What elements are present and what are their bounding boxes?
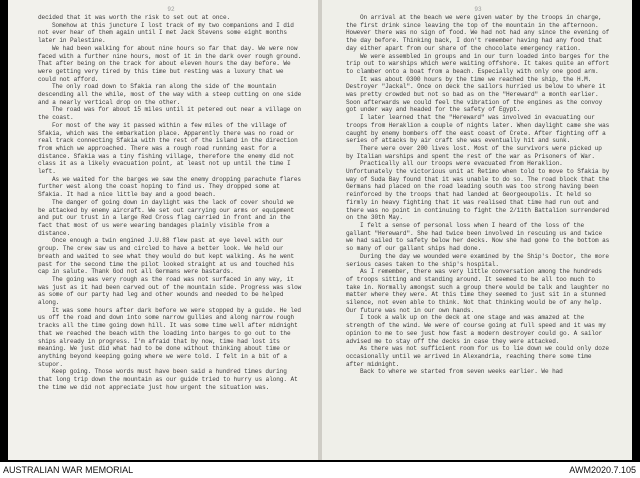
right-page-text: [346, 14, 610, 376]
paragraph: I felt a sense of personal loss when I heard of the loss of the gallant "Hereward". She had twice been involved in rescuing us and twice we had sailed to safety below her decks. Now she had gone to the bottom as so many of our gallant ships had done.: [346, 221, 610, 253]
paragraph: The going was very rough as the road was not surfaced in any way, it was just as it had been carved out of the mountain side. Progress was slow as some of our party had leg and other wounds and needed to be helped along.: [38, 275, 302, 307]
paragraph: As there was not sufficient room for us to lie down we could only doze occasionally until we arrived in Alexandria, reaching there some time after midnight.: [346, 345, 609, 368]
left-page: [8, 0, 318, 460]
paragraph: decided that it was worth the risk to set out at once.: [38, 14, 231, 21]
paragraph: I later learned that the "Hereward" was involved in evacuating our troops from Heraklion a couple of nights later. When daylight came she was caught by enemy bombers off the east coast of Crete. After fighting off a series of attacks by air craft she was eventually hit and sunk.: [346, 114, 610, 145]
archive-reference: AWM2020.7.105: [569, 465, 636, 475]
paragraph: Practically all our troops were evacuated from Heraklion. Unfortunately the victorious unit at Retimo when told to move to Sfakia by way of Suda Bay found that it was unable to do so. The road block that the Germans had placed on the road leading south was too strong having been reinforced by the troops that had landed at Georgeoupolis. It held so firmly in heavy fighting that it was realised that time had run out and there was no point in continuing to fight the 2/11th Battalion surrendered on the 30th May.: [346, 160, 610, 222]
right-page: [322, 0, 632, 460]
paragraph: Once enough a twin engined J.U.88 flew past at eye level with our group. The crew saw us and circled to have a better look. We held our breath and waited to see what they would do but kept walking. As he went past for the second time the pilot looked straight at us and touched his cap in salute. Thank God not all Germans were bastards.: [38, 237, 295, 276]
paragraph: During the day we wounded were examined by the Ship's Doctor, the more serious cases taken to the ship's hospital.: [346, 252, 609, 268]
paragraph: Keep going. Those words must have been said a hundred times during that long trip down the mountain as our guide tried to hurry us along. At the time we did not appreciate just how urgent the situation was.: [38, 368, 298, 391]
archive-name: AUSTRALIAN WAR MEMORIAL: [3, 465, 134, 475]
paragraph: The road was for about 15 miles until it petered out near a village on the coast.: [38, 106, 301, 122]
left-page-text: [38, 14, 304, 391]
paragraph: We were assembled in groups and in our turn loaded into barges for the trip out to warships which were waiting offshore. It takes quite an effort to clamber onto a boat from a beach. Especially with only one good arm.: [346, 52, 610, 75]
paragraph: Back to where we started from seven weeks earlier. We had: [360, 368, 563, 376]
paragraph: It was about 0300 hours by the time we reached the ship, the H.M. Destroyer "Jackal". Once on deck the sailors hurried us below to where it was pretty crowded but not so bad as on the "Hereward" a month earlier. Soon afterwards we could feel the vibration of the engines as the convoy got under way and headed for the safety of Egypt.: [346, 75, 606, 114]
archive-footer: [0, 462, 640, 478]
paragraph: Somehow at this juncture I lost track of my two companions and I did not ever hear of them again until I met Jack Stevens some eight months later in Palestine.: [38, 21, 294, 45]
paragraph: I took a walk up on the deck at one stage and was amazed at the strength of the wind. We were of course going at full speed and it was my opinion to me to see just how fast a modern destroyer could go. A sailor advised me to stay off the decks in case they were attacked.: [346, 314, 606, 345]
paragraph: It was some hours after dark before we were stopped by a guide. He led us off the road and down into some narrow gullies and along narrow rough tracks all the time going down hill. It was some time well after midnight that we reached the beach with the loading into barges to go out to the ships already in progress. I'm afraid that by now, time had lost its meaning. We just did what had to be done without thinking about time or anything beyond keeping going where we were told. I felt in a bit of a stupor.: [38, 306, 301, 368]
paragraph: As I remember, there was very little conversation among the hundreds of troops sitting and standing around. It seemed to be all too much to take in. Normally amongst such a group there would be talk and laughter no matter where they were. At this time they seemed to just sit in a stunned silence, not even able to think. Not that thinking would be of any help. Our future was not in our own hands.: [346, 268, 610, 314]
page-number: 92: [167, 6, 175, 13]
paragraph: As we waited for the barges we saw the enemy dropping parachute flares further west along the coast hoping to find us. They dropped some at Sfakia. It had a nice little bay and a good beach.: [38, 175, 301, 199]
paragraph: The only road down to Sfakia ran along the side of the mountain descending all the while, most of the way with a steep cutting on one side and a nearly vertical drop on the other.: [38, 83, 302, 106]
paragraph: For most of the way it passed within a few miles of the village of Sfakia, which was the embarkation place. Apparently there was no road or real track connecting Sfakia with the rest of the island in the direction from which we approached. There was a rough road running east for a distance. Sfakia was a tiny fishing village, therefore the enemy did not class it as a likely evacuation point, at least not up until the time I left.: [38, 121, 298, 176]
page-number: 93: [474, 6, 482, 13]
paragraph: On arrival at the beach we were given water by the troops in charge, the first drink since leaving the top of the mountain in the afternoon. However there was no sign of food. We had not had any since the evening of the day before. Thinking back, I don't remember having had any food that day either apart from our share of the chocolate emergency ration.: [346, 14, 610, 52]
paragraph: We had been walking for about nine hours so far that day. We were now faced with a further nine hours, most of it in the dark over rough ground. That after being on the track for about eleven hours the day before. We were getting very tired by this time but resting was a luxury that we could not afford.: [38, 44, 302, 83]
paragraph: There were over 200 lives lost. Most of the survivors were picked up by Italian warships and spent the rest of the war as Prisoners of War.: [346, 144, 602, 160]
paragraph: The danger of going down in daylight was the lack of cover should we be attacked by enemy aircraft. We set out carrying our arms or equipment and put our trust in a large Red Cross flag carried in front and in the fact that most of us were wearing bandages plainly visible from a distance.: [38, 198, 295, 237]
